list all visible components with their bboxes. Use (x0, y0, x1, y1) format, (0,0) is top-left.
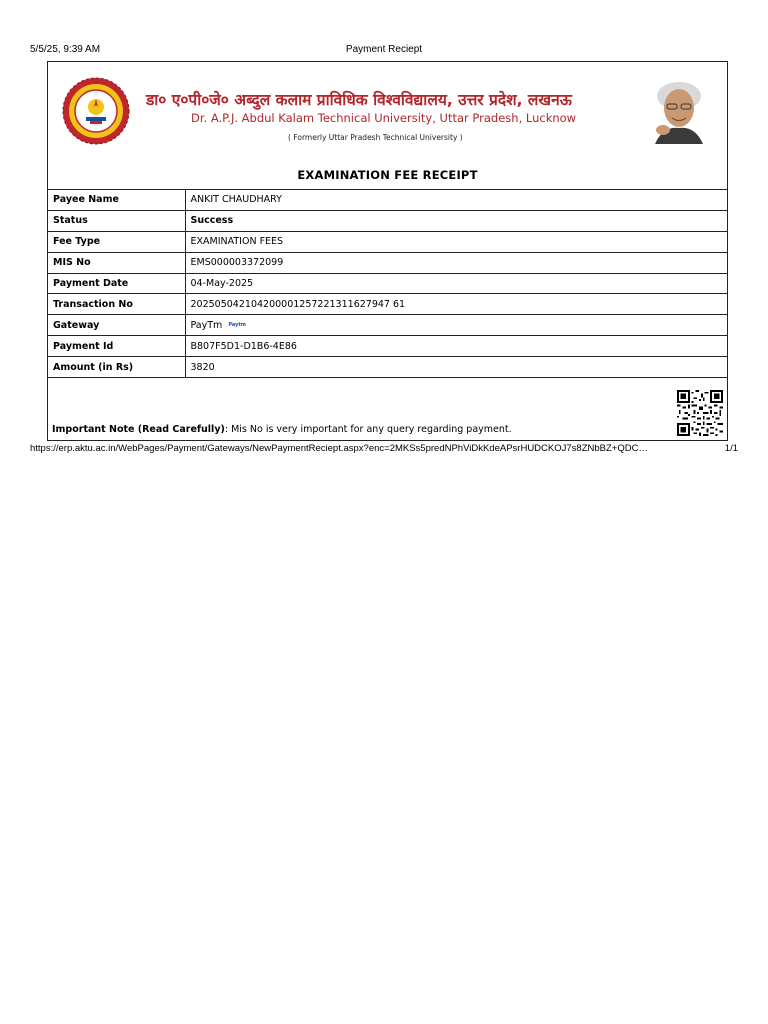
amount-value: 3820 (185, 357, 727, 378)
field-label: Payment Date (48, 273, 185, 294)
table-row (48, 294, 727, 315)
payment-date-value: 04-May-2025 (185, 273, 727, 294)
table-row (48, 336, 727, 357)
university-former-name: ( Formerly Uttar Pradesh Technical University ) (288, 133, 463, 142)
table-row (48, 273, 727, 294)
table-row (48, 357, 727, 378)
table-row (48, 190, 727, 211)
field-label: Payee Name (48, 190, 185, 211)
mis-no-value: EMS000003372099 (185, 252, 727, 273)
table-row (48, 252, 727, 273)
payee-name-value: ANKIT CHAUDHARY (185, 190, 727, 211)
print-page-title: Payment Reciept (345, 44, 423, 55)
important-note (52, 424, 512, 435)
field-label: Transaction No (48, 294, 185, 315)
field-label: Status (48, 210, 185, 231)
fee-type-value: EXAMINATION FEES (185, 231, 727, 252)
university-banner (48, 62, 727, 152)
paytm-logo-icon: Paytm (228, 322, 246, 329)
receipt-title: EXAMINATION FEE RECEIPT (297, 168, 478, 182)
note-lead: Important Note (Read Carefully) (52, 424, 225, 435)
field-label: Fee Type (48, 231, 185, 252)
fee-receipt (47, 61, 728, 441)
transaction-no-value: 202505042104200001257221311627947 61 (185, 294, 727, 315)
field-label: Payment Id (48, 336, 185, 357)
status-value: Success (185, 210, 727, 231)
table-row (48, 315, 727, 336)
university-seal-icon (62, 77, 130, 145)
print-datetime: 5/5/25, 9:39 AM (30, 44, 101, 55)
portrait-image-icon (643, 76, 713, 144)
field-label: Amount (in Rs) (48, 357, 185, 378)
payment-id-value: B807F5D1-D1B6-4E86 (185, 336, 727, 357)
print-header (30, 44, 738, 58)
print-footer (30, 443, 738, 457)
university-name-english: Dr. A.P.J. Abdul Kalam Technical University, Uttar Pradesh, Lucknow (191, 111, 577, 125)
page-url: https://erp.aktu.ac.in/WebPages/Payment/Gateways/NewPaymentReciept.aspx?enc=2MKSs5predNPhViDkKdeAPsrHUDCKOJ7s8ZNbBZ+QDC… (30, 443, 648, 454)
field-label: MIS No (48, 252, 185, 273)
qr-code-icon (677, 390, 723, 436)
note-text: : Mis No is very important for any query regarding payment. (224, 424, 512, 435)
table-row (48, 210, 727, 231)
gateway-cell (185, 315, 727, 336)
page-number: 1/1 (724, 443, 738, 454)
table-row (48, 231, 727, 252)
field-label: Gateway (48, 315, 185, 336)
university-name-hindi: डा० ए०पी०जे० अब्दुल कलाम प्राविधिक विश्वविद्यालय, उत्तर प्रदेश, लखनऊ (146, 91, 572, 109)
receipt-details-table (48, 189, 727, 378)
gateway-value: PayTm (190, 319, 223, 331)
